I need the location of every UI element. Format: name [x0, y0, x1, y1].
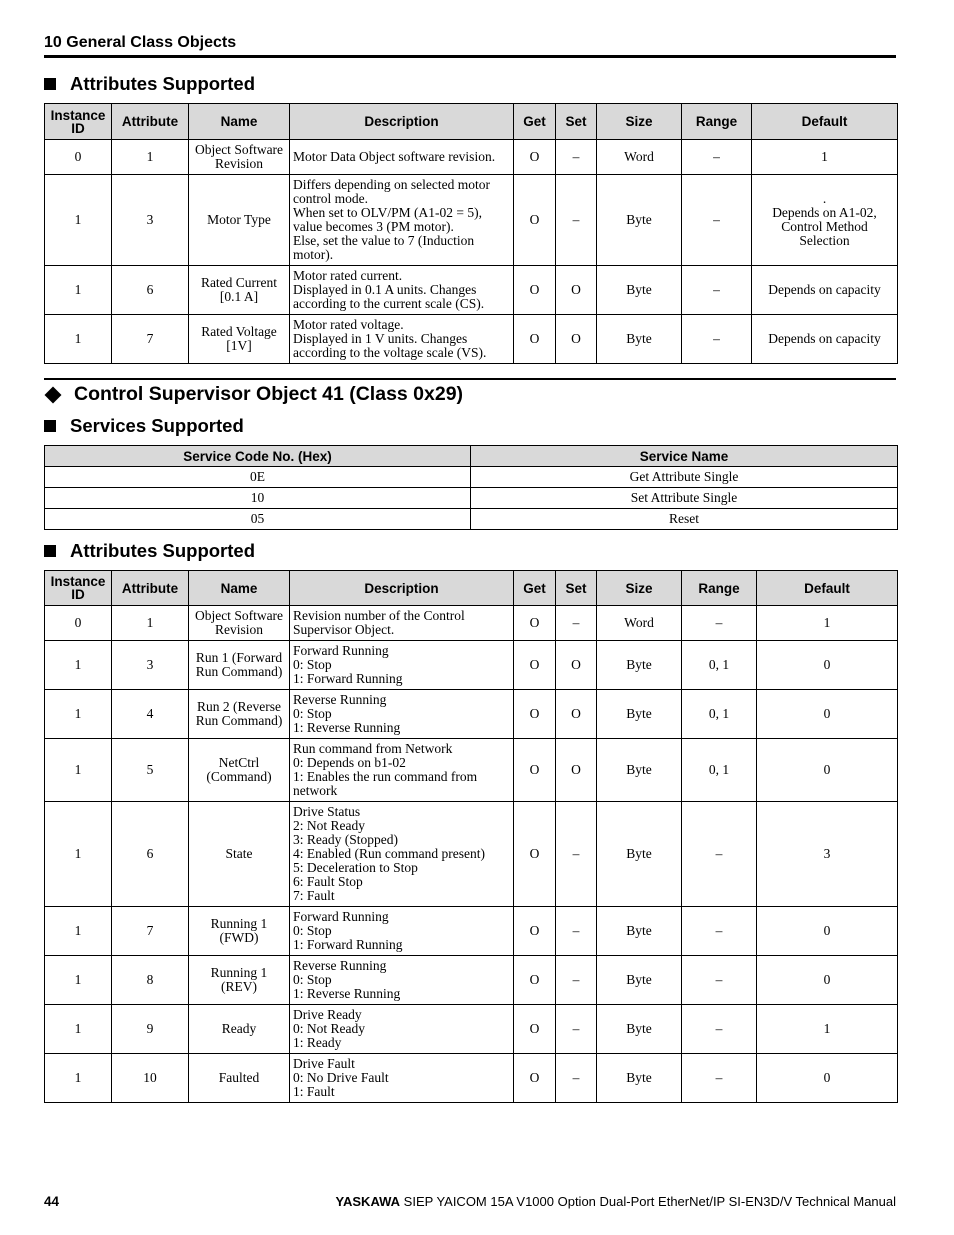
cell-range: 0, 1: [682, 690, 757, 739]
cell-default: 1: [757, 1005, 898, 1054]
cell-instance: 1: [45, 266, 112, 315]
cell-attribute: 10: [112, 1054, 189, 1103]
cell-description: Motor rated current. Displayed in 0.1 A units. Changes according to the current scale (CS).: [290, 266, 514, 315]
column-header: Name: [189, 571, 290, 606]
table-row: [45, 315, 898, 364]
cell-description: Motor rated voltage. Displayed in 1 V units. Changes according to the voltage scale (VS).: [290, 315, 514, 364]
cell-set: O: [556, 315, 597, 364]
table-row: [45, 175, 898, 266]
cell-size: Byte: [597, 315, 682, 364]
cell-description: Reverse Running 0: Stop 1: Reverse Running: [290, 690, 514, 739]
cell-name: Rated Voltage [1V]: [189, 315, 290, 364]
cell-attribute: 5: [112, 739, 189, 802]
cell-description: Forward Running 0: Stop 1: Forward Running: [290, 907, 514, 956]
square-bullet-icon: [44, 420, 56, 432]
cell-size: Byte: [597, 690, 682, 739]
table-row: [45, 641, 898, 690]
cell-default: 0: [757, 1054, 898, 1103]
table-row: [45, 606, 898, 641]
cell-get: O: [514, 739, 556, 802]
table-row: [45, 1054, 898, 1103]
table-row: [45, 690, 898, 739]
cell-attribute: 6: [112, 802, 189, 907]
cell-instance: 0: [45, 140, 112, 175]
cell-size: Byte: [597, 1054, 682, 1103]
cell-range: 0, 1: [682, 641, 757, 690]
cell-range: –: [682, 1054, 757, 1103]
cell-range: –: [682, 1005, 757, 1054]
cell-set: –: [556, 1054, 597, 1103]
cell-get: O: [514, 641, 556, 690]
cell-range: –: [682, 140, 752, 175]
cell-range: –: [682, 315, 752, 364]
column-header: Get: [514, 104, 556, 140]
cell-service-name: Reset: [471, 509, 898, 530]
cell-default: 1: [757, 606, 898, 641]
cell-default: 1: [752, 140, 898, 175]
table-row: [45, 467, 898, 488]
cell-attribute: 9: [112, 1005, 189, 1054]
column-header: Size: [597, 571, 682, 606]
cell-get: O: [514, 606, 556, 641]
column-header: Description: [290, 104, 514, 140]
cell-default: Depends on capacity: [752, 266, 898, 315]
cell-instance: 1: [45, 175, 112, 266]
column-header: Instance ID: [45, 104, 112, 140]
section-header-title: 10 General Class Objects: [44, 34, 237, 51]
column-header: Range: [682, 104, 752, 140]
table-row: [45, 140, 898, 175]
cell-set: O: [556, 739, 597, 802]
cell-name: State: [189, 802, 290, 907]
cell-instance: 1: [45, 739, 112, 802]
column-header: Range: [682, 571, 757, 606]
column-header: Instance ID: [45, 571, 112, 606]
cell-name: Motor Type: [189, 175, 290, 266]
cell-service-name: Set Attribute Single: [471, 488, 898, 509]
cell-description: Drive Status 2: Not Ready 3: Ready (Stopped) 4: Enabled (Run command present) 5: Deceleration to Stop 6: Fault Stop 7: Fault: [290, 802, 514, 907]
cell-get: O: [514, 140, 556, 175]
cell-name: Object Software Revision: [189, 140, 290, 175]
cell-size: Word: [597, 606, 682, 641]
cell-size: Byte: [597, 739, 682, 802]
cell-name: Running 1 (FWD): [189, 907, 290, 956]
cell-set: –: [556, 907, 597, 956]
table-row: [45, 907, 898, 956]
cell-service-code: 0E: [45, 467, 471, 488]
cell-instance: 1: [45, 1054, 112, 1103]
cell-get: O: [514, 266, 556, 315]
cell-get: O: [514, 690, 556, 739]
column-header: Size: [597, 104, 682, 140]
column-header: Set: [556, 104, 597, 140]
cell-default: 3: [757, 802, 898, 907]
cell-description: Run command from Network 0: Depends on b1-02 1: Enables the run command from network: [290, 739, 514, 802]
cell-name: Running 1 (REV): [189, 956, 290, 1005]
services-heading: Services Supported: [44, 415, 244, 437]
cell-description: Drive Ready 0: Not Ready 1: Ready: [290, 1005, 514, 1054]
table-row: [45, 266, 898, 315]
cell-service-code: 10: [45, 488, 471, 509]
cell-description: Differs depending on selected motor control mode. When set to OLV/PM (A1-02 = 5), value becomes 3 (PM motor). Else, set the value to 7 (Induction motor).: [290, 175, 514, 266]
attributes-heading-1: Attributes Supported: [44, 73, 255, 95]
cell-default: 0: [757, 641, 898, 690]
cell-instance: 1: [45, 641, 112, 690]
column-header: Get: [514, 571, 556, 606]
table-row: [45, 509, 898, 530]
page-header: [44, 33, 896, 58]
cell-attribute: 3: [112, 175, 189, 266]
cell-instance: 1: [45, 907, 112, 956]
cell-set: –: [556, 140, 597, 175]
cell-range: –: [682, 907, 757, 956]
cell-attribute: 6: [112, 266, 189, 315]
cell-description: Forward Running 0: Stop 1: Forward Running: [290, 641, 514, 690]
cell-range: –: [682, 956, 757, 1005]
cell-attribute: 1: [112, 606, 189, 641]
cell-description: Drive Fault 0: No Drive Fault 1: Fault: [290, 1054, 514, 1103]
table-row: [45, 739, 898, 802]
cell-name: Rated Current [0.1 A]: [189, 266, 290, 315]
cell-attribute: 7: [112, 907, 189, 956]
diamond-bullet-icon: [45, 386, 62, 403]
cell-instance: 1: [45, 1005, 112, 1054]
column-header: Attribute: [112, 104, 189, 140]
column-header: Service Code No. (Hex): [45, 446, 471, 467]
cell-size: Byte: [597, 907, 682, 956]
table-row: [45, 802, 898, 907]
cell-description: Motor Data Object software revision.: [290, 140, 514, 175]
cell-get: O: [514, 956, 556, 1005]
cell-default: Depends on capacity: [752, 315, 898, 364]
section-title: Control Supervisor Object 41 (Class 0x29): [44, 383, 463, 406]
column-header: Default: [752, 104, 898, 140]
cell-set: O: [556, 690, 597, 739]
cell-description: Revision number of the Control Supervisor Object.: [290, 606, 514, 641]
column-header: Description: [290, 571, 514, 606]
cell-attribute: 3: [112, 641, 189, 690]
footer-manual-title: [336, 1194, 896, 1209]
column-header: Name: [189, 104, 290, 140]
footer-manual-name: SIEP YAICOM 15A V1000 Option Dual-Port EtherNet/IP SI-EN3D/V Technical Manual: [400, 1194, 896, 1209]
cell-default: 0: [757, 907, 898, 956]
column-header: Default: [757, 571, 898, 606]
cell-get: O: [514, 907, 556, 956]
page-number: 44: [44, 1194, 60, 1209]
cell-size: Byte: [597, 1005, 682, 1054]
cell-default: 0: [757, 690, 898, 739]
cell-set: –: [556, 956, 597, 1005]
table-row: [45, 956, 898, 1005]
cell-service-code: 05: [45, 509, 471, 530]
cell-set: O: [556, 266, 597, 315]
table-header-row: [45, 104, 898, 140]
cell-range: –: [682, 802, 757, 907]
cell-set: –: [556, 175, 597, 266]
cell-description: Reverse Running 0: Stop 1: Reverse Running: [290, 956, 514, 1005]
cell-default: 0: [757, 956, 898, 1005]
cell-size: Byte: [597, 266, 682, 315]
services-table: [44, 445, 898, 530]
cell-range: 0, 1: [682, 739, 757, 802]
column-header: Set: [556, 571, 597, 606]
attributes-heading-2: Attributes Supported: [44, 540, 255, 562]
cell-set: –: [556, 802, 597, 907]
cell-size: Word: [597, 140, 682, 175]
cell-range: –: [682, 266, 752, 315]
column-header: Attribute: [112, 571, 189, 606]
cell-size: Byte: [597, 956, 682, 1005]
cell-instance: 0: [45, 606, 112, 641]
attributes-table-2: [44, 570, 898, 1103]
cell-attribute: 7: [112, 315, 189, 364]
cell-size: Byte: [597, 175, 682, 266]
cell-range: –: [682, 175, 752, 266]
cell-name: Run 1 (Forward Run Command): [189, 641, 290, 690]
cell-get: O: [514, 315, 556, 364]
cell-default: 0: [757, 739, 898, 802]
cell-attribute: 1: [112, 140, 189, 175]
cell-name: Object Software Revision: [189, 606, 290, 641]
cell-instance: 1: [45, 690, 112, 739]
cell-size: Byte: [597, 641, 682, 690]
cell-range: –: [682, 606, 757, 641]
cell-default: . Depends on A1-02, Control Method Selection: [752, 175, 898, 266]
cell-set: O: [556, 641, 597, 690]
attributes-table-1: [44, 103, 898, 364]
cell-get: O: [514, 1005, 556, 1054]
cell-instance: 1: [45, 802, 112, 907]
cell-name: Ready: [189, 1005, 290, 1054]
cell-attribute: 8: [112, 956, 189, 1005]
cell-name: NetCtrl (Command): [189, 739, 290, 802]
table-row: [45, 488, 898, 509]
cell-instance: 1: [45, 315, 112, 364]
cell-get: O: [514, 175, 556, 266]
cell-size: Byte: [597, 802, 682, 907]
square-bullet-icon: [44, 545, 56, 557]
cell-set: –: [556, 606, 597, 641]
cell-name: Faulted: [189, 1054, 290, 1103]
square-bullet-icon: [44, 78, 56, 90]
table-row: [45, 1005, 898, 1054]
section-divider: [44, 378, 896, 380]
cell-set: –: [556, 1005, 597, 1054]
cell-service-name: Get Attribute Single: [471, 467, 898, 488]
cell-get: O: [514, 1054, 556, 1103]
cell-attribute: 4: [112, 690, 189, 739]
cell-name: Run 2 (Reverse Run Command): [189, 690, 290, 739]
cell-get: O: [514, 802, 556, 907]
column-header: Service Name: [471, 446, 898, 467]
table-header-row: [45, 446, 898, 467]
footer-brand: YASKAWA: [335, 1194, 401, 1209]
cell-instance: 1: [45, 956, 112, 1005]
table-header-row: [45, 571, 898, 606]
